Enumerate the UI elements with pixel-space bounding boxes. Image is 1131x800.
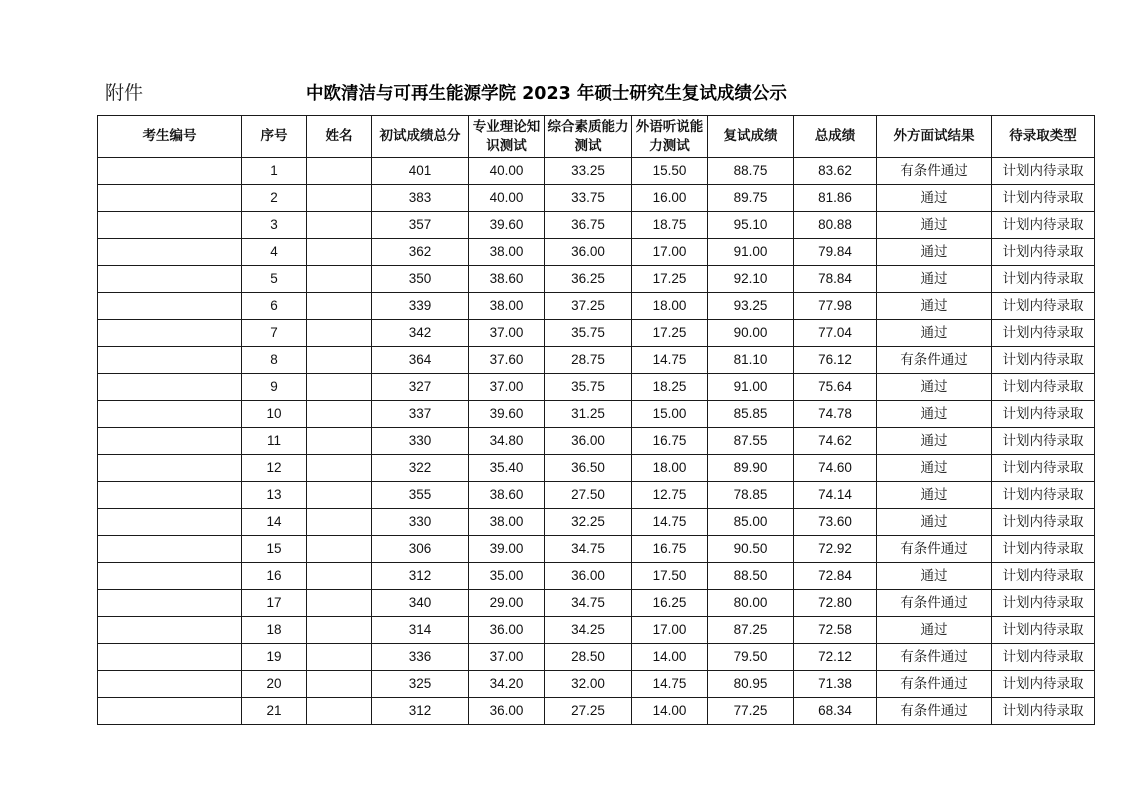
cell-foreign-interview: 通过 [877, 563, 992, 590]
column-header-retest-score: 复试成绩 [708, 116, 794, 158]
cell-total-score: 81.86 [794, 185, 877, 212]
cell-quality-test: 36.00 [545, 239, 632, 266]
cell-prelim-total: 340 [372, 590, 469, 617]
cell-quality-test: 28.75 [545, 347, 632, 374]
cell-retest-score: 88.75 [708, 158, 794, 185]
cell-seq: 18 [242, 617, 307, 644]
attachment-label: 附件 [105, 82, 144, 104]
cell-prelim-total: 401 [372, 158, 469, 185]
cell-language-test: 14.00 [632, 698, 708, 725]
cell-foreign-interview: 通过 [877, 239, 992, 266]
cell-foreign-interview: 有条件通过 [877, 671, 992, 698]
table-row [98, 455, 1095, 482]
cell-theory-test: 40.00 [469, 158, 545, 185]
cell-total-score: 68.34 [794, 698, 877, 725]
cell-prelim-total: 337 [372, 401, 469, 428]
cell-total-score: 74.62 [794, 428, 877, 455]
cell-quality-test: 36.25 [545, 266, 632, 293]
cell-admission-type: 计划内待录取 [992, 239, 1095, 266]
cell-theory-test: 37.60 [469, 347, 545, 374]
cell-retest-score: 95.10 [708, 212, 794, 239]
cell-name [307, 509, 372, 536]
cell-quality-test: 36.75 [545, 212, 632, 239]
cell-language-test: 17.00 [632, 617, 708, 644]
cell-seq: 15 [242, 536, 307, 563]
cell-total-score: 77.04 [794, 320, 877, 347]
cell-prelim-total: 312 [372, 698, 469, 725]
cell-candidate-id [98, 644, 242, 671]
cell-theory-test: 37.00 [469, 374, 545, 401]
cell-foreign-interview: 通过 [877, 374, 992, 401]
cell-quality-test: 36.00 [545, 428, 632, 455]
cell-total-score: 79.84 [794, 239, 877, 266]
cell-language-test: 15.00 [632, 401, 708, 428]
cell-theory-test: 36.00 [469, 617, 545, 644]
cell-language-test: 18.00 [632, 455, 708, 482]
cell-candidate-id [98, 212, 242, 239]
cell-candidate-id [98, 617, 242, 644]
cell-prelim-total: 325 [372, 671, 469, 698]
cell-theory-test: 38.00 [469, 239, 545, 266]
cell-total-score: 72.84 [794, 563, 877, 590]
cell-admission-type: 计划内待录取 [992, 347, 1095, 374]
cell-theory-test: 36.00 [469, 698, 545, 725]
cell-foreign-interview: 有条件通过 [877, 590, 992, 617]
cell-name [307, 698, 372, 725]
cell-quality-test: 27.25 [545, 698, 632, 725]
cell-candidate-id [98, 185, 242, 212]
cell-seq: 3 [242, 212, 307, 239]
cell-language-test: 14.75 [632, 347, 708, 374]
cell-quality-test: 34.75 [545, 536, 632, 563]
cell-prelim-total: 327 [372, 374, 469, 401]
table-row [98, 590, 1095, 617]
table-row [98, 698, 1095, 725]
cell-name [307, 158, 372, 185]
cell-retest-score: 90.50 [708, 536, 794, 563]
table-row [98, 563, 1095, 590]
cell-total-score: 74.60 [794, 455, 877, 482]
cell-name [307, 212, 372, 239]
cell-foreign-interview: 通过 [877, 428, 992, 455]
cell-theory-test: 39.60 [469, 212, 545, 239]
cell-retest-score: 80.95 [708, 671, 794, 698]
cell-prelim-total: 342 [372, 320, 469, 347]
table-row [98, 401, 1095, 428]
cell-candidate-id [98, 455, 242, 482]
cell-foreign-interview: 有条件通过 [877, 698, 992, 725]
cell-seq: 6 [242, 293, 307, 320]
cell-quality-test: 32.25 [545, 509, 632, 536]
column-header-language-test: 外语听说能力测试 [632, 116, 708, 158]
cell-foreign-interview: 通过 [877, 482, 992, 509]
cell-seq: 19 [242, 644, 307, 671]
table-row [98, 428, 1095, 455]
cell-language-test: 15.50 [632, 158, 708, 185]
cell-total-score: 72.12 [794, 644, 877, 671]
table-row [98, 266, 1095, 293]
cell-name [307, 644, 372, 671]
cell-foreign-interview: 有条件通过 [877, 536, 992, 563]
cell-admission-type: 计划内待录取 [992, 536, 1095, 563]
cell-seq: 21 [242, 698, 307, 725]
cell-candidate-id [98, 158, 242, 185]
cell-foreign-interview: 有条件通过 [877, 644, 992, 671]
cell-theory-test: 38.00 [469, 509, 545, 536]
cell-candidate-id [98, 374, 242, 401]
cell-total-score: 76.12 [794, 347, 877, 374]
cell-retest-score: 85.00 [708, 509, 794, 536]
cell-seq: 10 [242, 401, 307, 428]
cell-seq: 17 [242, 590, 307, 617]
cell-candidate-id [98, 590, 242, 617]
cell-admission-type: 计划内待录取 [992, 374, 1095, 401]
cell-theory-test: 38.00 [469, 293, 545, 320]
cell-theory-test: 38.60 [469, 266, 545, 293]
cell-theory-test: 38.60 [469, 482, 545, 509]
table-row [98, 347, 1095, 374]
column-header-quality-test: 综合素质能力测试 [545, 116, 632, 158]
cell-language-test: 16.75 [632, 428, 708, 455]
table-row [98, 158, 1095, 185]
cell-quality-test: 32.00 [545, 671, 632, 698]
cell-admission-type: 计划内待录取 [992, 671, 1095, 698]
cell-seq: 8 [242, 347, 307, 374]
cell-foreign-interview: 通过 [877, 185, 992, 212]
cell-candidate-id [98, 482, 242, 509]
cell-language-test: 18.00 [632, 293, 708, 320]
cell-theory-test: 39.60 [469, 401, 545, 428]
cell-name [307, 536, 372, 563]
cell-name [307, 563, 372, 590]
cell-seq: 11 [242, 428, 307, 455]
cell-foreign-interview: 通过 [877, 617, 992, 644]
cell-total-score: 72.92 [794, 536, 877, 563]
cell-theory-test: 35.00 [469, 563, 545, 590]
cell-prelim-total: 330 [372, 509, 469, 536]
cell-prelim-total: 383 [372, 185, 469, 212]
cell-name [307, 401, 372, 428]
cell-name [307, 374, 372, 401]
cell-candidate-id [98, 293, 242, 320]
cell-candidate-id [98, 401, 242, 428]
cell-admission-type: 计划内待录取 [992, 320, 1095, 347]
cell-retest-score: 87.55 [708, 428, 794, 455]
cell-language-test: 17.00 [632, 239, 708, 266]
cell-prelim-total: 362 [372, 239, 469, 266]
cell-candidate-id [98, 698, 242, 725]
cell-language-test: 14.75 [632, 509, 708, 536]
cell-candidate-id [98, 563, 242, 590]
table-row [98, 644, 1095, 671]
cell-language-test: 14.00 [632, 644, 708, 671]
cell-candidate-id [98, 266, 242, 293]
column-header-foreign-interview: 外方面试结果 [877, 116, 992, 158]
cell-name [307, 266, 372, 293]
cell-name [307, 347, 372, 374]
cell-foreign-interview: 通过 [877, 455, 992, 482]
cell-name [307, 320, 372, 347]
cell-language-test: 16.25 [632, 590, 708, 617]
cell-language-test: 17.25 [632, 320, 708, 347]
cell-retest-score: 81.10 [708, 347, 794, 374]
cell-retest-score: 91.00 [708, 374, 794, 401]
cell-prelim-total: 339 [372, 293, 469, 320]
cell-theory-test: 29.00 [469, 590, 545, 617]
cell-candidate-id [98, 347, 242, 374]
cell-total-score: 73.60 [794, 509, 877, 536]
cell-language-test: 17.50 [632, 563, 708, 590]
cell-retest-score: 78.85 [708, 482, 794, 509]
page-title: 中欧清洁与可再生能源学院 2023 年硕士研究生复试成绩公示 [306, 84, 787, 104]
cell-theory-test: 39.00 [469, 536, 545, 563]
cell-retest-score: 93.25 [708, 293, 794, 320]
cell-foreign-interview: 有条件通过 [877, 158, 992, 185]
cell-admission-type: 计划内待录取 [992, 266, 1095, 293]
cell-total-score: 75.64 [794, 374, 877, 401]
cell-prelim-total: 330 [372, 428, 469, 455]
cell-seq: 20 [242, 671, 307, 698]
cell-prelim-total: 322 [372, 455, 469, 482]
table-row [98, 293, 1095, 320]
cell-theory-test: 35.40 [469, 455, 545, 482]
cell-seq: 12 [242, 455, 307, 482]
cell-retest-score: 89.90 [708, 455, 794, 482]
cell-name [307, 185, 372, 212]
cell-admission-type: 计划内待录取 [992, 401, 1095, 428]
cell-admission-type: 计划内待录取 [992, 212, 1095, 239]
cell-prelim-total: 314 [372, 617, 469, 644]
table-row [98, 536, 1095, 563]
cell-seq: 16 [242, 563, 307, 590]
cell-admission-type: 计划内待录取 [992, 617, 1095, 644]
table-row [98, 320, 1095, 347]
cell-foreign-interview: 通过 [877, 320, 992, 347]
cell-admission-type: 计划内待录取 [992, 698, 1095, 725]
cell-admission-type: 计划内待录取 [992, 590, 1095, 617]
column-header-theory-test: 专业理论知识测试 [469, 116, 545, 158]
cell-admission-type: 计划内待录取 [992, 428, 1095, 455]
cell-foreign-interview: 有条件通过 [877, 347, 992, 374]
cell-retest-score: 90.00 [708, 320, 794, 347]
column-header-admission-type: 待录取类型 [992, 116, 1095, 158]
cell-seq: 2 [242, 185, 307, 212]
cell-candidate-id [98, 239, 242, 266]
cell-theory-test: 37.00 [469, 320, 545, 347]
cell-foreign-interview: 通过 [877, 212, 992, 239]
cell-retest-score: 79.50 [708, 644, 794, 671]
cell-quality-test: 34.75 [545, 590, 632, 617]
cell-prelim-total: 306 [372, 536, 469, 563]
cell-theory-test: 40.00 [469, 185, 545, 212]
cell-admission-type: 计划内待录取 [992, 563, 1095, 590]
table-header [98, 116, 1095, 158]
cell-name [307, 428, 372, 455]
cell-name [307, 590, 372, 617]
cell-total-score: 74.14 [794, 482, 877, 509]
cell-prelim-total: 350 [372, 266, 469, 293]
table-row [98, 239, 1095, 266]
table-row [98, 509, 1095, 536]
table-row [98, 374, 1095, 401]
cell-admission-type: 计划内待录取 [992, 509, 1095, 536]
cell-seq: 7 [242, 320, 307, 347]
cell-name [307, 293, 372, 320]
cell-language-test: 17.25 [632, 266, 708, 293]
cell-retest-score: 85.85 [708, 401, 794, 428]
cell-quality-test: 27.50 [545, 482, 632, 509]
cell-quality-test: 34.25 [545, 617, 632, 644]
cell-prelim-total: 312 [372, 563, 469, 590]
table-row [98, 671, 1095, 698]
cell-theory-test: 37.00 [469, 644, 545, 671]
table-row [98, 185, 1095, 212]
cell-language-test: 18.25 [632, 374, 708, 401]
cell-quality-test: 36.50 [545, 455, 632, 482]
cell-retest-score: 80.00 [708, 590, 794, 617]
cell-seq: 5 [242, 266, 307, 293]
cell-total-score: 78.84 [794, 266, 877, 293]
cell-admission-type: 计划内待录取 [992, 158, 1095, 185]
cell-name [307, 617, 372, 644]
column-header-name: 姓名 [307, 116, 372, 158]
cell-seq: 13 [242, 482, 307, 509]
cell-foreign-interview: 通过 [877, 266, 992, 293]
cell-name [307, 671, 372, 698]
cell-candidate-id [98, 428, 242, 455]
cell-quality-test: 35.75 [545, 374, 632, 401]
cell-foreign-interview: 通过 [877, 293, 992, 320]
cell-name [307, 482, 372, 509]
cell-total-score: 74.78 [794, 401, 877, 428]
cell-total-score: 72.80 [794, 590, 877, 617]
cell-seq: 1 [242, 158, 307, 185]
cell-candidate-id [98, 536, 242, 563]
cell-admission-type: 计划内待录取 [992, 455, 1095, 482]
cell-theory-test: 34.80 [469, 428, 545, 455]
cell-prelim-total: 357 [372, 212, 469, 239]
column-header-prelim-total: 初试成绩总分 [372, 116, 469, 158]
cell-retest-score: 87.25 [708, 617, 794, 644]
header-row [98, 116, 1095, 158]
cell-seq: 9 [242, 374, 307, 401]
cell-prelim-total: 336 [372, 644, 469, 671]
table-row [98, 212, 1095, 239]
cell-foreign-interview: 通过 [877, 509, 992, 536]
cell-candidate-id [98, 671, 242, 698]
cell-admission-type: 计划内待录取 [992, 293, 1095, 320]
cell-total-score: 83.62 [794, 158, 877, 185]
cell-language-test: 18.75 [632, 212, 708, 239]
cell-retest-score: 77.25 [708, 698, 794, 725]
table-row [98, 617, 1095, 644]
cell-foreign-interview: 通过 [877, 401, 992, 428]
cell-retest-score: 88.50 [708, 563, 794, 590]
cell-quality-test: 31.25 [545, 401, 632, 428]
cell-quality-test: 35.75 [545, 320, 632, 347]
column-header-candidate-id: 考生编号 [98, 116, 242, 158]
cell-retest-score: 92.10 [708, 266, 794, 293]
cell-seq: 14 [242, 509, 307, 536]
cell-language-test: 14.75 [632, 671, 708, 698]
cell-name [307, 239, 372, 266]
cell-language-test: 16.75 [632, 536, 708, 563]
cell-total-score: 72.58 [794, 617, 877, 644]
cell-candidate-id [98, 320, 242, 347]
cell-total-score: 77.98 [794, 293, 877, 320]
cell-admission-type: 计划内待录取 [992, 482, 1095, 509]
cell-quality-test: 37.25 [545, 293, 632, 320]
cell-quality-test: 28.50 [545, 644, 632, 671]
cell-language-test: 16.00 [632, 185, 708, 212]
column-header-total-score: 总成绩 [794, 116, 877, 158]
cell-retest-score: 91.00 [708, 239, 794, 266]
score-table [97, 115, 1095, 725]
cell-retest-score: 89.75 [708, 185, 794, 212]
cell-total-score: 80.88 [794, 212, 877, 239]
cell-admission-type: 计划内待录取 [992, 644, 1095, 671]
table-row [98, 482, 1095, 509]
cell-name [307, 455, 372, 482]
cell-quality-test: 33.25 [545, 158, 632, 185]
cell-admission-type: 计划内待录取 [992, 185, 1095, 212]
cell-prelim-total: 364 [372, 347, 469, 374]
cell-prelim-total: 355 [372, 482, 469, 509]
cell-candidate-id [98, 509, 242, 536]
cell-seq: 4 [242, 239, 307, 266]
cell-theory-test: 34.20 [469, 671, 545, 698]
cell-quality-test: 33.75 [545, 185, 632, 212]
cell-total-score: 71.38 [794, 671, 877, 698]
cell-quality-test: 36.00 [545, 563, 632, 590]
table-body [98, 158, 1095, 725]
cell-language-test: 12.75 [632, 482, 708, 509]
column-header-seq: 序号 [242, 116, 307, 158]
